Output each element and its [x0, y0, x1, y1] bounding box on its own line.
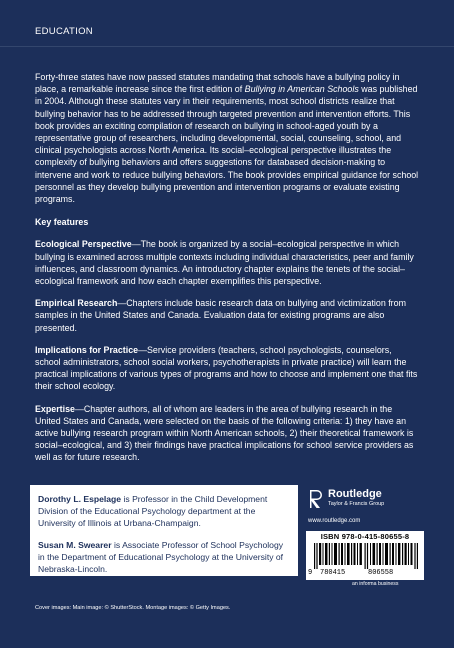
- routledge-logo-icon: [308, 487, 324, 509]
- publisher-block: [308, 487, 426, 527]
- feature-empirical: [35, 297, 419, 334]
- feature-ecological: [35, 238, 419, 287]
- author-bio: [38, 539, 292, 575]
- back-cover-text: [35, 71, 419, 474]
- intro-text-a: Forty-three states have now passed statutes mandating that schools have a bullying policy in place, a remarkable increase since the first edition of: [35, 72, 400, 95]
- barcode-icon: [314, 543, 418, 569]
- feature-expertise: [35, 403, 419, 464]
- publisher-name: Routledge: [328, 488, 382, 500]
- feature-text: —Service providers (teachers, school psychologists, counselors, school administrators, school social workers, psychotherapists in private practice) will learn the practical implications of various types of programs and how to choose and implement one that fits their school ecology.: [35, 344, 418, 392]
- author-bio-text: is Associate Professor of School Psychology in the Department of Educational Psychology at the University of Nebraska-Lincoln.: [38, 540, 284, 574]
- feature-title: Expertise: [35, 403, 75, 414]
- barcode-box: [306, 531, 424, 580]
- author-bio-box: [30, 485, 298, 576]
- isbn-label: ISBN 978-0-415-80655-8: [320, 532, 410, 541]
- barcode-digits-left: 780415: [320, 569, 346, 577]
- feature-title: Empirical Research: [35, 298, 118, 309]
- feature-text: —The book is organized by a social–ecological perspective in which bullying is examined across multiple contexts including individual characteristics, peer and family influences, and classroom dynamics. An introductory chapter explains the tenets of the social–ecological framework and how each chapter exemplifies this perspective.: [35, 239, 414, 287]
- feature-title: Implications for Practice: [35, 344, 139, 355]
- publisher-url: www.routledge.com: [308, 518, 361, 524]
- feature-text: —Chapter authors, all of whom are leaders in the area of bullying research in the United States and Canada, were selected on the basis of the following criteria: 1) they have an active bullying research program within North American schools, 2) their theoretical framework is social–ecological, and 3) their findings have practical implications for school service providers as well as for future research.: [35, 403, 414, 463]
- intro-paragraph: [35, 71, 419, 205]
- key-features-heading: Key features: [35, 217, 89, 228]
- feature-implications: [35, 344, 419, 393]
- intro-text-b: was published in 2004. Although these statutes vary in their requirements, most school districts realize that bullying behavior has to be addressed through targeted prevention and intervention efforts. This book provides an exciting compilation of research on bullying in school-aged youth by a representative group of researchers, including developmental, social, counseling, school, and clinical psychologists across North America. Its social–ecological perspective illustrates the complexity of bullying behaviors and offers suggestions for databased decision-making to intervene and work to reduce bullying behaviors. The book provides empirical guidance for school personnel as they develop bullying prevention and intervention programs or evaluate existing programs.: [35, 84, 419, 205]
- barcode-digit-first: 9: [308, 569, 313, 577]
- informa-tagline: an informa business: [352, 581, 399, 587]
- publisher-group: Taylor & Francis Group: [328, 501, 385, 507]
- author-bio-text: is Professor in the Child Development Division of the Educational Psychology department at the University of Illinois at Urbana-Champaign.: [38, 494, 268, 528]
- category-label: EDUCATION: [35, 26, 93, 37]
- barcode-digits-right: 806558: [368, 569, 394, 577]
- author-name: Susan M. Swearer: [38, 540, 112, 550]
- book-title: Bullying in American Schools: [244, 84, 359, 95]
- feature-text: —Chapters include basic research data on bullying and victimization from samples in the United States and Canada. Evaluation data for existing programs are also presented.: [35, 298, 406, 333]
- author-bio: [38, 493, 292, 529]
- cover-image-credits: Cover images: Main image: © ShutterStock. Montage images: © Getty Images.: [35, 605, 231, 611]
- author-name: Dorothy L. Espelage: [38, 494, 122, 504]
- feature-title: Ecological Perspective: [35, 239, 132, 250]
- category-header: [0, 0, 454, 47]
